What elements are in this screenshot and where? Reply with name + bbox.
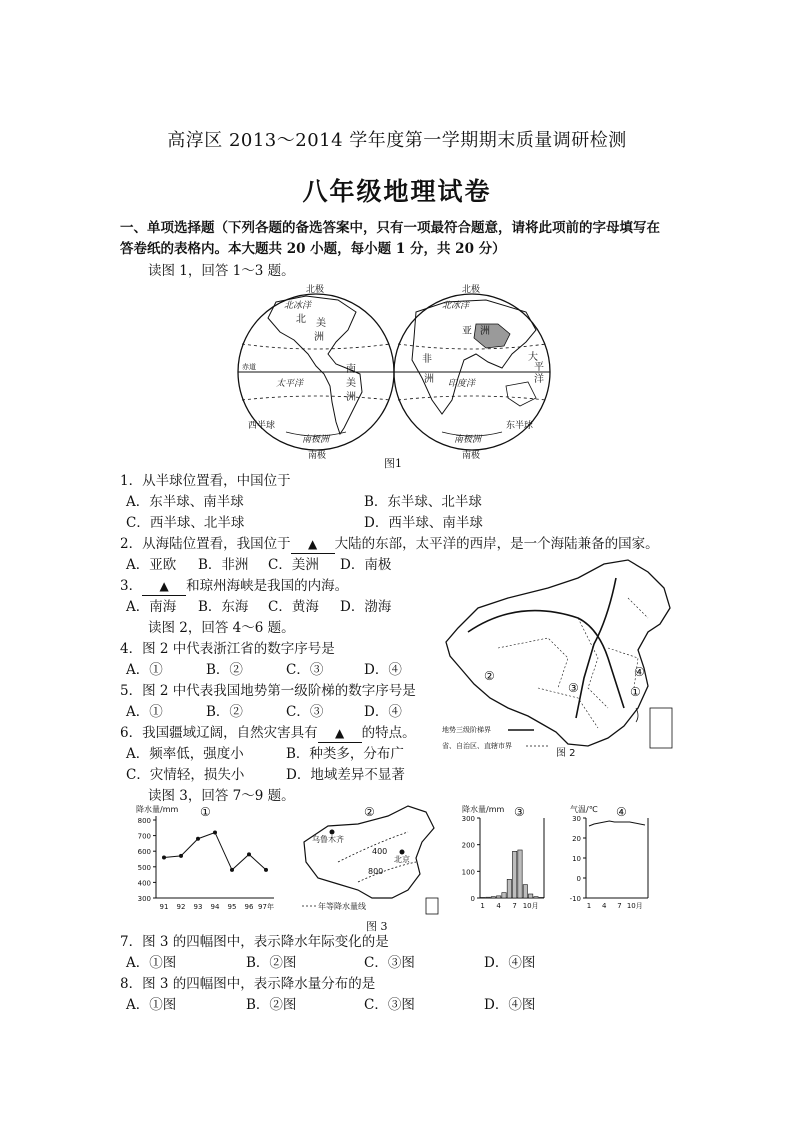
right-arctic-ocean-label: 北冰洋	[442, 301, 470, 311]
left-south-pole-label: 南极	[308, 451, 327, 461]
chart1-point	[264, 868, 268, 872]
figure2-intro: 读图 2，回答 4～6 题。	[148, 620, 295, 636]
q4-option-a: A．①	[126, 662, 163, 678]
q3-answer-blank: ▲	[142, 577, 186, 596]
chart2-legend: 年等降水量线	[318, 902, 366, 911]
fig2-label-3: ③	[568, 681, 579, 695]
chart1-xtick-label: 92	[176, 903, 186, 911]
q3-stem-pre: 3．	[120, 578, 143, 594]
q4-option-c: C．③	[286, 662, 324, 678]
right-north-pole-label: 北极	[462, 285, 481, 295]
q1-option-d: D．西半球、南半球	[364, 515, 483, 531]
q4-option-d: D．④	[364, 662, 402, 678]
q1-option-a: A．东半球、南半球	[126, 494, 244, 510]
fig2-label-4: ④	[634, 665, 645, 679]
q8-stem: 8．图 3 的四幅图中，表示降水量分布的是	[120, 976, 376, 992]
chart1-ylabel: 降水量/mm	[136, 805, 179, 814]
chart1-ytick-label: 500	[137, 863, 151, 872]
q8-option-c: C．③图	[364, 997, 415, 1013]
left-pacific-label: 太平洋	[276, 379, 304, 389]
q1-stem: 1．从半球位置看，中国位于	[120, 473, 291, 489]
exam-header: 高淳区 2013～2014 学年度第一学期期末质量调研检测	[167, 130, 627, 151]
q2-option-c: C．美洲	[268, 557, 319, 573]
chart4-xtick-label: 1	[586, 902, 592, 910]
chart1-point	[213, 830, 217, 834]
chart1-xtick-label: 97年	[258, 903, 274, 911]
left-north-pole-label: 北极	[306, 285, 325, 295]
chart3-bar	[497, 896, 501, 898]
right-hemisphere-label: 东半球	[506, 421, 534, 431]
left-antarctica-label: 南极洲	[302, 435, 330, 445]
chart2-isohyet-400: 400	[372, 847, 388, 856]
q5-option-b: B．②	[206, 704, 243, 720]
fig2-label-2: ②	[484, 669, 495, 683]
chart1-xtick-label: 91	[159, 903, 169, 911]
figure2-china-map	[438, 558, 696, 764]
left-hemisphere-label: 西半球	[248, 421, 276, 431]
chart3-bar	[523, 885, 527, 898]
chart1-ytick-label: 300	[137, 895, 151, 903]
chart2-isohyet-800: 800	[368, 867, 384, 876]
chart1-point	[162, 855, 166, 859]
left-sa-char1: 南	[346, 364, 356, 375]
fig2-legend-province: 省、自治区、直辖市界	[442, 742, 512, 750]
fig2-label-1: ①	[630, 685, 641, 699]
right-pacific-char2: 平	[534, 362, 544, 373]
exam-title: 八年级地理试卷	[302, 177, 492, 206]
figure3-chart2-precip-map	[298, 802, 448, 920]
chart3-ytick-label: 300	[461, 815, 475, 823]
chart1-xtick-label: 96	[244, 903, 254, 911]
q6-stem-post: 的特点。	[361, 725, 416, 741]
figure1-intro: 读图 1，回答 1～3 题。	[148, 263, 295, 279]
chart3-bar	[507, 879, 511, 898]
q7-option-a: A．①图	[126, 955, 177, 971]
chart4-xtick-label: 10月	[626, 902, 643, 910]
chart3-bar	[481, 897, 485, 898]
q6-stem-pre: 6．我国疆域辽阔，自然灾害具有	[120, 725, 318, 741]
q5-option-c: C．③	[286, 704, 324, 720]
chart3-ytick-label: 100	[461, 868, 475, 877]
chart2-city-beijing: 北京	[394, 855, 410, 864]
figure3-chart1-line	[132, 802, 282, 918]
left-sa-char2: 美	[346, 378, 356, 389]
q5-stem: 5．图 2 中代表我国地势第一级阶梯的数字序号是	[120, 683, 416, 699]
q5-option-a: A．①	[126, 704, 163, 720]
chart3-xtick-label: 1	[480, 902, 485, 910]
step-boundary-2	[576, 578, 616, 718]
q6-stem	[120, 724, 416, 743]
chart4-xtick-label: 7	[617, 902, 622, 910]
q2-option-a: A．亚欧	[126, 557, 177, 573]
chart3-bar	[534, 897, 538, 898]
chart3-bar	[502, 893, 506, 898]
chart4-ytick-label: 0	[576, 875, 581, 883]
chart1-xtick-label: 93	[193, 903, 203, 911]
q2-stem-pre: 2．从海陆位置看，我国位于	[120, 536, 291, 552]
chart1-point	[230, 868, 234, 872]
chart1-ytick-label: 700	[137, 832, 151, 841]
q2-stem	[120, 535, 659, 554]
right-asia-char1: 亚	[462, 326, 472, 337]
chart3-xtick-label: 4	[496, 902, 501, 910]
left-arctic-ocean-label: 北冰洋	[284, 301, 312, 311]
chart1-number: ①	[200, 805, 211, 819]
chart1-xtick-label: 95	[227, 903, 237, 911]
left-na-char2: 美	[316, 318, 326, 329]
q8-option-d: D．④图	[484, 997, 536, 1013]
chart4-ytick-label: 10	[572, 855, 581, 863]
fig2-legend-step: 地势三级阶梯界	[442, 726, 491, 734]
q8-option-b: B．②图	[246, 997, 297, 1013]
chart3-bar	[529, 894, 533, 898]
chart2-number: ②	[364, 805, 375, 819]
q4-option-b: B．②	[206, 662, 243, 678]
left-sa-char3: 洲	[346, 392, 356, 403]
q2-option-d: D．南极	[340, 557, 392, 573]
right-antarctica-label: 南极洲	[454, 435, 482, 445]
chart3-bar	[491, 897, 495, 898]
q6-option-d: D．地域差异不显著	[286, 767, 405, 783]
q7-option-d: D．④图	[484, 955, 536, 971]
step-boundary-1	[468, 611, 624, 708]
chart1-ytick-label: 800	[137, 817, 151, 825]
q3-stem	[120, 577, 348, 596]
figure2-caption: 图 2	[556, 748, 576, 759]
right-asia-char2: 洲	[480, 326, 490, 337]
chart1-point	[247, 852, 251, 856]
section-heading-line1: 一、单项选择题（下列各题的备选答案中，只有一项最符合题意，请将此项前的字母填写在	[120, 220, 660, 236]
chart3-ytick-label: 200	[461, 841, 475, 850]
south-sea-inset	[650, 708, 672, 748]
q2-option-b: B．非洲	[198, 557, 249, 573]
chart3-ytick-label: 0	[470, 895, 475, 903]
q3-option-c: C．黄海	[268, 599, 319, 615]
chart4-ytick-label: 20	[572, 835, 581, 843]
chart3-ylabel: 降水量/mm	[462, 805, 505, 814]
figure1-caption: 图1	[384, 457, 402, 470]
chart1-point	[196, 837, 200, 841]
right-africa-char2: 洲	[424, 374, 434, 385]
chart3-bar	[513, 851, 517, 898]
q7-stem: 7．图 3 的四幅图中，表示降水年际变化的是	[120, 934, 389, 950]
q6-option-c: C．灾情轻，损失小	[126, 767, 245, 783]
left-na-char1: 北	[296, 314, 306, 325]
q3-option-a: A．南海	[126, 599, 177, 615]
q6-answer-blank: ▲	[318, 724, 362, 743]
figure3-chart3-bar	[458, 802, 558, 918]
chart3-xtick-label: 10月	[522, 902, 539, 910]
chart4-xtick-label: 4	[602, 902, 607, 910]
chart1-series-line	[164, 832, 266, 869]
q1-option-b: B．东半球、北半球	[364, 494, 482, 510]
figure3-intro: 读图 3，回答 7～9 题。	[148, 788, 295, 804]
q3-option-b: B．东海	[198, 599, 249, 615]
right-south-pole-label: 南极	[462, 451, 481, 461]
q3-option-d: D．渤海	[340, 599, 392, 615]
chart4-ytick-label: -10	[569, 895, 581, 903]
q3-stem-post: 和琼州海峡是我国的内海。	[186, 578, 349, 594]
chart4-ytick-label: 30	[572, 815, 581, 823]
chart1-ytick-label: 600	[137, 848, 151, 857]
chart4-series-line	[589, 821, 645, 826]
figure3-chart4-temperature	[566, 802, 666, 918]
q6-option-a: A．频率低，强度小	[126, 746, 244, 762]
q2-answer-blank: ▲	[291, 535, 335, 554]
chart3-bar	[486, 897, 490, 898]
chart3-bar	[539, 897, 543, 898]
q8-option-a: A．①图	[126, 997, 177, 1013]
figure3-caption: 图 3	[366, 920, 388, 933]
chart3-bar	[518, 850, 522, 898]
right-indian-ocean-label: 印度洋	[448, 379, 476, 389]
chart1-point	[179, 854, 183, 858]
section-heading-line2: 答卷纸的表格内。本大题共 20 小题，每小题 1 分，共 20 分）	[120, 241, 506, 257]
chart1-xtick-label: 94	[210, 903, 220, 911]
q7-option-c: C．③图	[364, 955, 415, 971]
left-na-char3: 洲	[314, 332, 324, 343]
chart3-number: ③	[514, 805, 525, 819]
q2-stem-post: 大陆的东部，太平洋的西岸，是一个海陆兼备的国家。	[334, 536, 659, 552]
left-equator-label: 赤道	[242, 363, 256, 371]
right-pacific-char1: 大	[528, 352, 538, 363]
right-pacific-char3: 洋	[534, 374, 544, 385]
right-africa-char1: 非	[422, 354, 432, 365]
chart1-ytick-label: 400	[137, 879, 151, 888]
q5-option-d: D．④	[364, 704, 402, 720]
chart4-ylabel: 气温/℃	[570, 805, 598, 814]
chart3-xtick-label: 7	[512, 902, 517, 910]
q7-option-b: B．②图	[246, 955, 297, 971]
chart4-number: ④	[616, 805, 627, 819]
q1-option-c: C．西半球、北半球	[126, 515, 245, 531]
figure1-hemispheres-map	[236, 282, 566, 464]
chart2-city-urumqi: 乌鲁木齐	[312, 835, 344, 844]
q4-stem: 4．图 2 中代表浙江省的数字序号是	[120, 641, 335, 657]
q6-option-b: B．种类多，分布广	[286, 746, 404, 762]
